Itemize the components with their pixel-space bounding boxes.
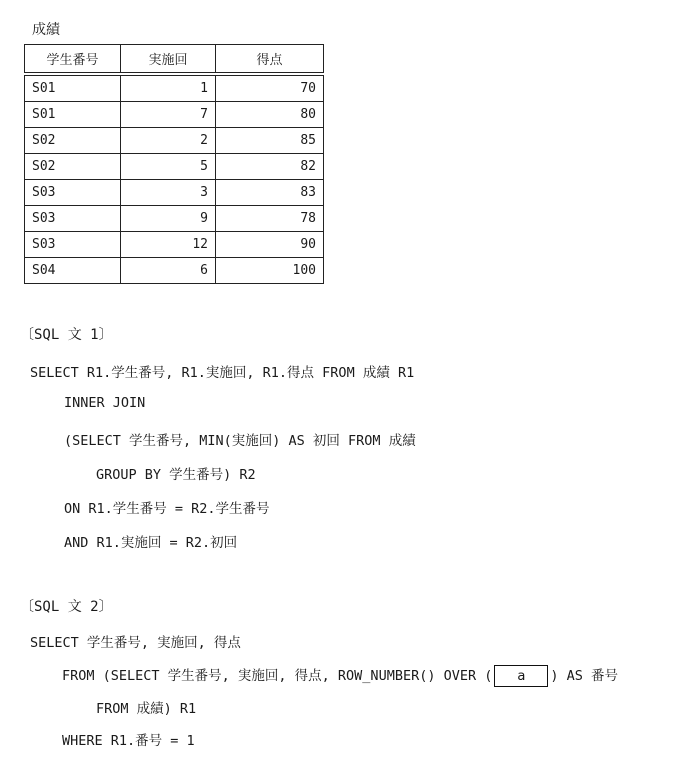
sql2-line: SELECT 学生番号, 実施回, 得点 bbox=[30, 635, 241, 651]
cell-score: 82 bbox=[216, 154, 324, 180]
sql1-line: AND R1.実施回 = R2.初回 bbox=[64, 535, 238, 551]
table-header-row bbox=[25, 45, 324, 75]
cell-attempt: 6 bbox=[121, 258, 216, 284]
table-row bbox=[25, 128, 324, 154]
table-row bbox=[25, 232, 324, 258]
cell-student-id: S03 bbox=[25, 232, 121, 258]
cell-attempt: 12 bbox=[121, 232, 216, 258]
sql1-line: (SELECT 学生番号, MIN(実施回) AS 初回 FROM 成績 bbox=[64, 433, 416, 449]
sql2-line: WHERE R1.番号 = 1 bbox=[62, 733, 195, 749]
cell-attempt: 7 bbox=[121, 102, 216, 128]
cell-attempt: 3 bbox=[121, 180, 216, 206]
table-row bbox=[25, 74, 324, 102]
sql2-line-part: ) AS 番号 bbox=[550, 668, 618, 684]
table-row bbox=[25, 258, 324, 284]
sql1-line: ON R1.学生番号 = R2.学生番号 bbox=[64, 501, 270, 517]
grade-table bbox=[24, 44, 324, 284]
cell-score: 85 bbox=[216, 128, 324, 154]
cell-attempt: 5 bbox=[121, 154, 216, 180]
sql1-line: INNER JOIN bbox=[64, 395, 146, 411]
sql2-line-with-blank bbox=[62, 664, 618, 687]
sql1-line: SELECT R1.学生番号, R1.実施回, R1.得点 FROM 成績 R1 bbox=[30, 365, 415, 381]
table-caption: 成績 bbox=[32, 22, 60, 38]
cell-student-id: S04 bbox=[25, 258, 121, 284]
sql2-line-part: FROM (SELECT 学生番号, 実施回, 得点, ROW_NUMBER() OVER ( bbox=[62, 668, 493, 684]
blank-a-box: a bbox=[494, 665, 548, 687]
header-student-id: 学生番号 bbox=[25, 45, 121, 75]
cell-score: 80 bbox=[216, 102, 324, 128]
header-attempt: 実施回 bbox=[121, 45, 216, 75]
cell-student-id: S01 bbox=[25, 74, 121, 102]
table-row bbox=[25, 206, 324, 232]
cell-score: 83 bbox=[216, 180, 324, 206]
cell-attempt: 9 bbox=[121, 206, 216, 232]
cell-attempt: 1 bbox=[121, 74, 216, 102]
cell-student-id: S02 bbox=[25, 154, 121, 180]
sql2-line: FROM 成績) R1 bbox=[96, 701, 197, 717]
cell-score: 100 bbox=[216, 258, 324, 284]
cell-score: 90 bbox=[216, 232, 324, 258]
sql1-line: GROUP BY 学生番号) R2 bbox=[96, 467, 256, 483]
cell-score: 70 bbox=[216, 74, 324, 102]
sql1-title: 〔SQL 文 1〕 bbox=[20, 327, 113, 343]
table-row bbox=[25, 154, 324, 180]
cell-attempt: 2 bbox=[121, 128, 216, 154]
cell-student-id: S02 bbox=[25, 128, 121, 154]
cell-student-id: S01 bbox=[25, 102, 121, 128]
cell-student-id: S03 bbox=[25, 206, 121, 232]
table-row bbox=[25, 102, 324, 128]
cell-score: 78 bbox=[216, 206, 324, 232]
cell-student-id: S03 bbox=[25, 180, 121, 206]
sql2-title: 〔SQL 文 2〕 bbox=[20, 599, 113, 615]
header-score: 得点 bbox=[216, 45, 324, 75]
table-row bbox=[25, 180, 324, 206]
